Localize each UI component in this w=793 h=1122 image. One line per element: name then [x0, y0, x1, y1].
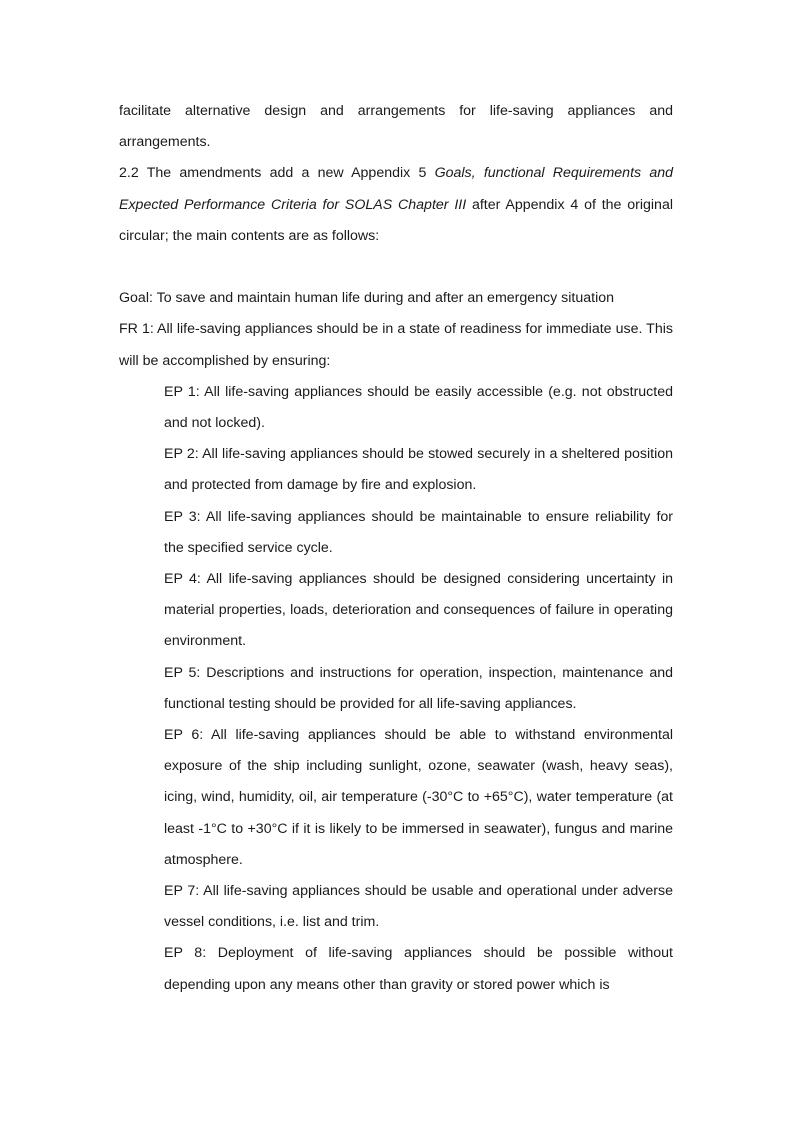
expected-performance-4: EP 4: All life-saving appliances should be designed considering uncertainty in material properties, loads, deterioration and consequences of failure in operating environment. [164, 571, 673, 650]
paragraph-2-2 [119, 158, 673, 252]
blank-line [119, 252, 673, 283]
appendix-title: Goals, functional Requirements and Expected Performance Criteria for SOLAS Chapter III [119, 165, 673, 213]
expected-performance-2: EP 2: All life-saving appliances should be stowed securely in a sheltered position and protected from damage by fire and explosion. [164, 446, 673, 494]
expected-performance-7: EP 7: All life-saving appliances should be usable and operational under adverse vessel conditions, i.e. list and trim. [164, 883, 673, 931]
expected-performance-8: EP 8: Deployment of life-saving appliances should be possible without depending upon any means other than gravity or stored power which is [164, 945, 673, 993]
expected-performance-6: EP 6: All life-saving appliances should be able to withstand environmental exposure of the ship including sunlight, ozone, seawater (wash, heavy seas), icing, wind, humidity, oil, air temperature (-30°C to +65°C), water temperature (at least -1°C to +30°C if it is likely to be immersed in seawater), fungus and marine atmosphere. [164, 727, 673, 868]
paragraph-continuation: facilitate alternative design and arrangements for life-saving appliances and arrangements. [119, 103, 673, 151]
paragraph-2-2-prefix: 2.2 The amendments add a new Appendix 5 [119, 165, 435, 182]
expected-performance-3: EP 3: All life-saving appliances should be maintainable to ensure reliability for the specified service cycle. [164, 508, 673, 556]
paragraph-2-2-suffix: after Appendix 4 of the original circular; the main contents are as follows: [119, 196, 673, 244]
expected-performance-5: EP 5: Descriptions and instructions for operation, inspection, maintenance and functional testing should be provided for all life-saving appliances. [164, 664, 673, 712]
document-body [119, 96, 673, 1001]
goal-statement: Goal: To save and maintain human life during and after an emergency situation [119, 290, 615, 307]
expected-performance-1: EP 1: All life-saving appliances should be easily accessible (e.g. not obstructed and not locked). [164, 383, 673, 432]
functional-requirement-1: FR 1: All life-saving appliances should be in a state of readiness for immediate use. This will be accomplished by ensuring: [119, 321, 673, 369]
